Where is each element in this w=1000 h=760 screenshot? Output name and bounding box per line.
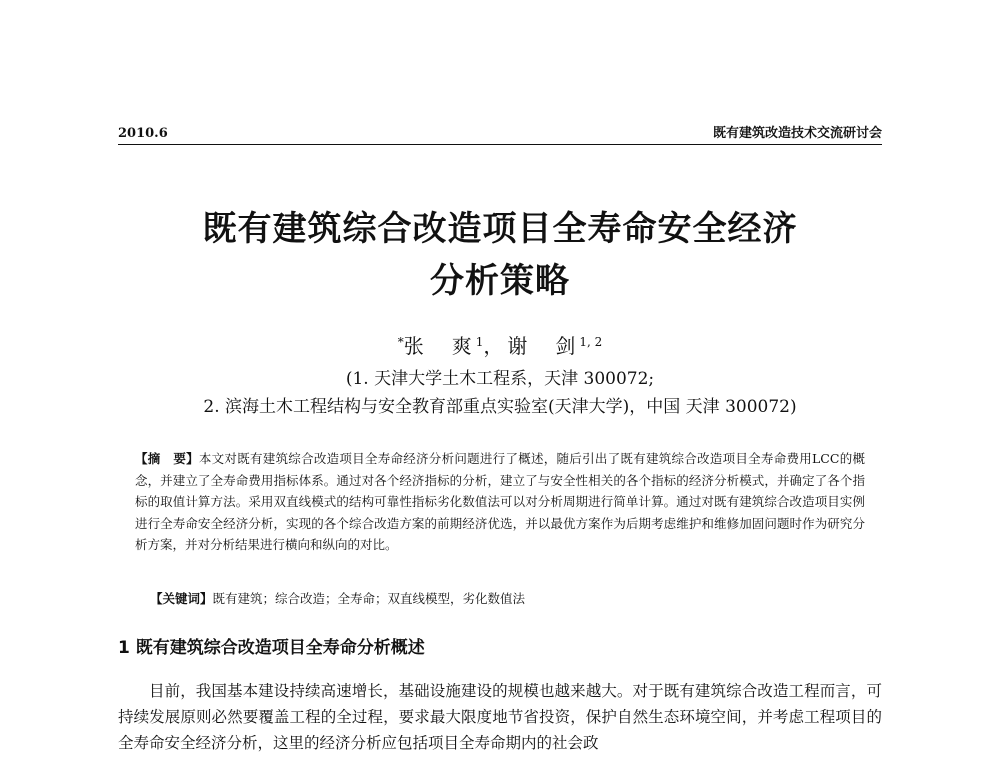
author-2: 谢 剑 [507, 334, 580, 358]
header-date: 2010.6 [118, 126, 168, 141]
section-1-paragraph: 目前，我国基本建设持续高速增长，基础设施建设的规模也越来越大。对于既有建筑综合改造工程而言，可持续发展原则必然要覆盖工程的全过程，要求最大限度地节省投资，保护自然生态环境空间，并考虑工程项目的全寿命安全经济分析，这里的经济分析应包括项目全寿命期内的社会政 [118, 682, 882, 752]
author-2-affil: 1, 2 [579, 335, 603, 349]
affiliations [120, 365, 880, 421]
author-1-affil: 1 [475, 335, 484, 349]
affiliation-1: (1. 天津大学土木工程系，天津 300072; [345, 369, 655, 389]
author-separator: ， [483, 334, 508, 358]
paper-title [100, 203, 900, 307]
keywords [150, 589, 865, 609]
affiliation-2: 2. 滨海土木工程结构与安全教育部重点实验室(天津大学)，中国 天津 300072) [203, 397, 797, 417]
keywords-label: 【关键词】 [150, 591, 213, 606]
section-1-body [118, 678, 882, 756]
section-1-heading: 1 既有建筑综合改造项目全寿命分析概述 [118, 638, 425, 658]
author-1: 张 爽 [403, 334, 476, 358]
title-line-1: 既有建筑综合改造项目全寿命安全经济 [202, 209, 798, 249]
author-list [0, 333, 1000, 359]
title-line-2: 分析策略 [430, 261, 570, 301]
running-header [118, 122, 882, 145]
corresponding-mark: * [397, 335, 404, 349]
abstract-text: 本文对既有建筑综合改造项目全寿命经济分析问题进行了概述，随后引出了既有建筑综合改造项目全寿命费用LCC的概念，并建立了全寿命费用指标体系。通过对各个经济指标的分析，建立了与安全性相关的各个指标的经济分析模式，并确定了各个指标的取值计算方法。采用双直线模式的结构可靠性指标劣化数值法可以对分析周期进行简单计算。通过对既有建筑综合改造项目实例进行全寿命安全经济分析，实现的各个综合改造方案的前期经济优选，并以最优方案作为后期考虑维护和维修加固问题时作为研究分析方案，并对分析结果进行横向和纵向的对比。 [135, 451, 865, 552]
abstract-label: 【摘 要】 [135, 451, 199, 466]
abstract [135, 448, 865, 556]
header-conference: 既有建筑改造技术交流研讨会 [712, 126, 882, 141]
keywords-text: 既有建筑；综合改造；全寿命；双直线模型，劣化数值法 [212, 591, 526, 606]
